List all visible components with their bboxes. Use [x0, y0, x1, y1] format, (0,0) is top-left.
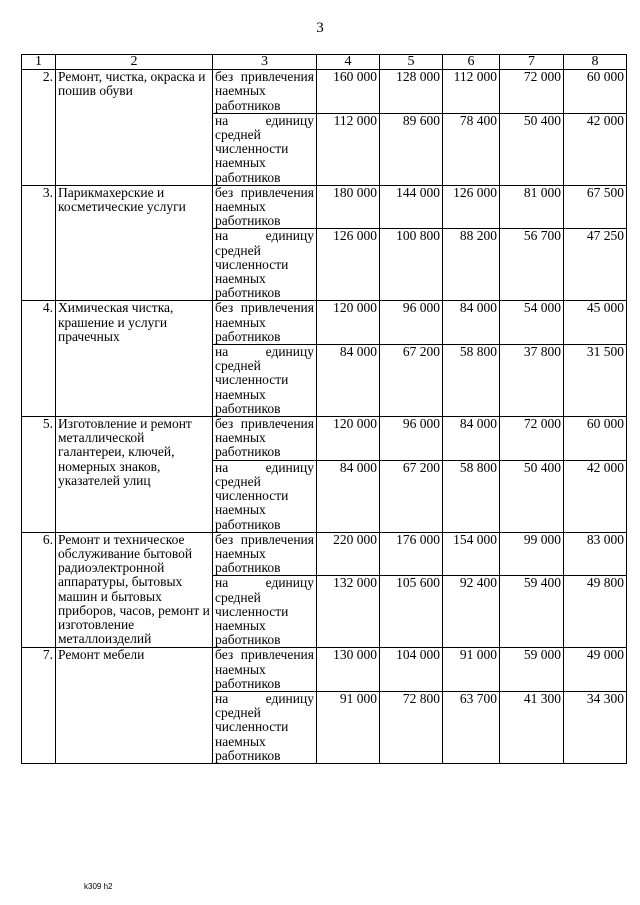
table-row	[22, 70, 627, 114]
value-cell: 49 800	[564, 576, 627, 648]
value-cell: 89 600	[380, 113, 443, 185]
condition-cell: без привлечения наемных работников	[213, 648, 317, 692]
value-cell: 83 000	[564, 532, 627, 576]
service-name: Парикмахерские и косметические услуги	[56, 185, 213, 301]
value-cell: 92 400	[443, 576, 500, 648]
value-cell: 88 200	[443, 229, 500, 301]
condition-cell: на единицу средней численности наемных работников	[213, 345, 317, 417]
value-cell: 47 250	[564, 229, 627, 301]
condition-cell: на единицу средней численности наемных работников	[213, 691, 317, 763]
row-number: 6.	[22, 532, 56, 648]
value-cell: 31 500	[564, 345, 627, 417]
value-cell: 54 000	[500, 301, 564, 345]
condition-cell: без привлечения наемных работников	[213, 301, 317, 345]
condition-cell: на единицу средней численности наемных работников	[213, 113, 317, 185]
condition-cell: на единицу средней численности наемных работников	[213, 576, 317, 648]
service-name: Ремонт и техническое обслуживание бытовой радиоэлектронной аппаратуры, бытовых машин и бытовых приборов, часов, ремонт и изготовление металлоизделий	[56, 532, 213, 648]
value-cell: 84 000	[443, 417, 500, 461]
value-cell: 60 000	[564, 417, 627, 461]
value-cell: 160 000	[317, 70, 380, 114]
value-cell: 72 000	[500, 70, 564, 114]
value-cell: 84 000	[317, 345, 380, 417]
value-cell: 132 000	[317, 576, 380, 648]
value-cell: 63 700	[443, 691, 500, 763]
value-cell: 105 600	[380, 576, 443, 648]
value-cell: 96 000	[380, 301, 443, 345]
footer-code: k309 h2	[84, 882, 113, 891]
value-cell: 220 000	[317, 532, 380, 576]
col-header: 1	[22, 55, 56, 70]
value-cell: 176 000	[380, 532, 443, 576]
condition-cell: без привлечения наемных работников	[213, 70, 317, 114]
value-cell: 154 000	[443, 532, 500, 576]
value-cell: 96 000	[380, 417, 443, 461]
value-cell: 91 000	[443, 648, 500, 692]
value-cell: 45 000	[564, 301, 627, 345]
condition-cell: без привлечения наемных работников	[213, 417, 317, 461]
value-cell: 126 000	[443, 185, 500, 229]
col-header: 8	[564, 55, 627, 70]
row-number: 3.	[22, 185, 56, 301]
value-cell: 56 700	[500, 229, 564, 301]
value-cell: 91 000	[317, 691, 380, 763]
value-cell: 60 000	[564, 70, 627, 114]
condition-cell: на единицу средней численности наемных работников	[213, 229, 317, 301]
value-cell: 59 000	[500, 648, 564, 692]
table-row	[22, 301, 627, 345]
row-number: 4.	[22, 301, 56, 417]
col-header: 7	[500, 55, 564, 70]
col-header: 6	[443, 55, 500, 70]
row-number: 2.	[22, 70, 56, 186]
col-header: 5	[380, 55, 443, 70]
value-cell: 50 400	[500, 113, 564, 185]
value-cell: 67 200	[380, 345, 443, 417]
value-cell: 120 000	[317, 417, 380, 461]
value-cell: 84 000	[317, 460, 380, 532]
value-cell: 67 200	[380, 460, 443, 532]
page-number: 3	[316, 20, 324, 36]
value-cell: 120 000	[317, 301, 380, 345]
table-row	[22, 648, 627, 692]
value-cell: 72 000	[500, 417, 564, 461]
value-cell: 130 000	[317, 648, 380, 692]
value-cell: 81 000	[500, 185, 564, 229]
col-header: 4	[317, 55, 380, 70]
col-header: 3	[213, 55, 317, 70]
tax-rate-table	[21, 54, 627, 764]
condition-cell: без привлечения наемных работников	[213, 185, 317, 229]
value-cell: 59 400	[500, 576, 564, 648]
value-cell: 100 800	[380, 229, 443, 301]
service-name: Ремонт мебели	[56, 648, 213, 764]
value-cell: 72 800	[380, 691, 443, 763]
row-number: 7.	[22, 648, 56, 764]
table-row	[22, 417, 627, 461]
service-name: Изготовление и ремонт металлической галантереи, ключей, номерных знаков, указателей улиц	[56, 417, 213, 533]
table-row	[22, 185, 627, 229]
value-cell: 58 800	[443, 345, 500, 417]
value-cell: 42 000	[564, 460, 627, 532]
value-cell: 99 000	[500, 532, 564, 576]
value-cell: 41 300	[500, 691, 564, 763]
value-cell: 180 000	[317, 185, 380, 229]
condition-cell: без привлечения наемных работников	[213, 532, 317, 576]
value-cell: 128 000	[380, 70, 443, 114]
value-cell: 49 000	[564, 648, 627, 692]
value-cell: 112 000	[443, 70, 500, 114]
row-number: 5.	[22, 417, 56, 533]
value-cell: 104 000	[380, 648, 443, 692]
table-row	[22, 532, 627, 576]
value-cell: 84 000	[443, 301, 500, 345]
col-header: 2	[56, 55, 213, 70]
value-cell: 78 400	[443, 113, 500, 185]
value-cell: 37 800	[500, 345, 564, 417]
value-cell: 144 000	[380, 185, 443, 229]
value-cell: 126 000	[317, 229, 380, 301]
condition-cell: на единицу средней численности наемных работников	[213, 460, 317, 532]
value-cell: 112 000	[317, 113, 380, 185]
service-name: Ремонт, чистка, окраска и пошив обуви	[56, 70, 213, 186]
value-cell: 50 400	[500, 460, 564, 532]
header-row	[22, 55, 627, 70]
value-cell: 67 500	[564, 185, 627, 229]
value-cell: 58 800	[443, 460, 500, 532]
service-name: Химическая чистка, крашение и услуги прачечных	[56, 301, 213, 417]
value-cell: 34 300	[564, 691, 627, 763]
value-cell: 42 000	[564, 113, 627, 185]
